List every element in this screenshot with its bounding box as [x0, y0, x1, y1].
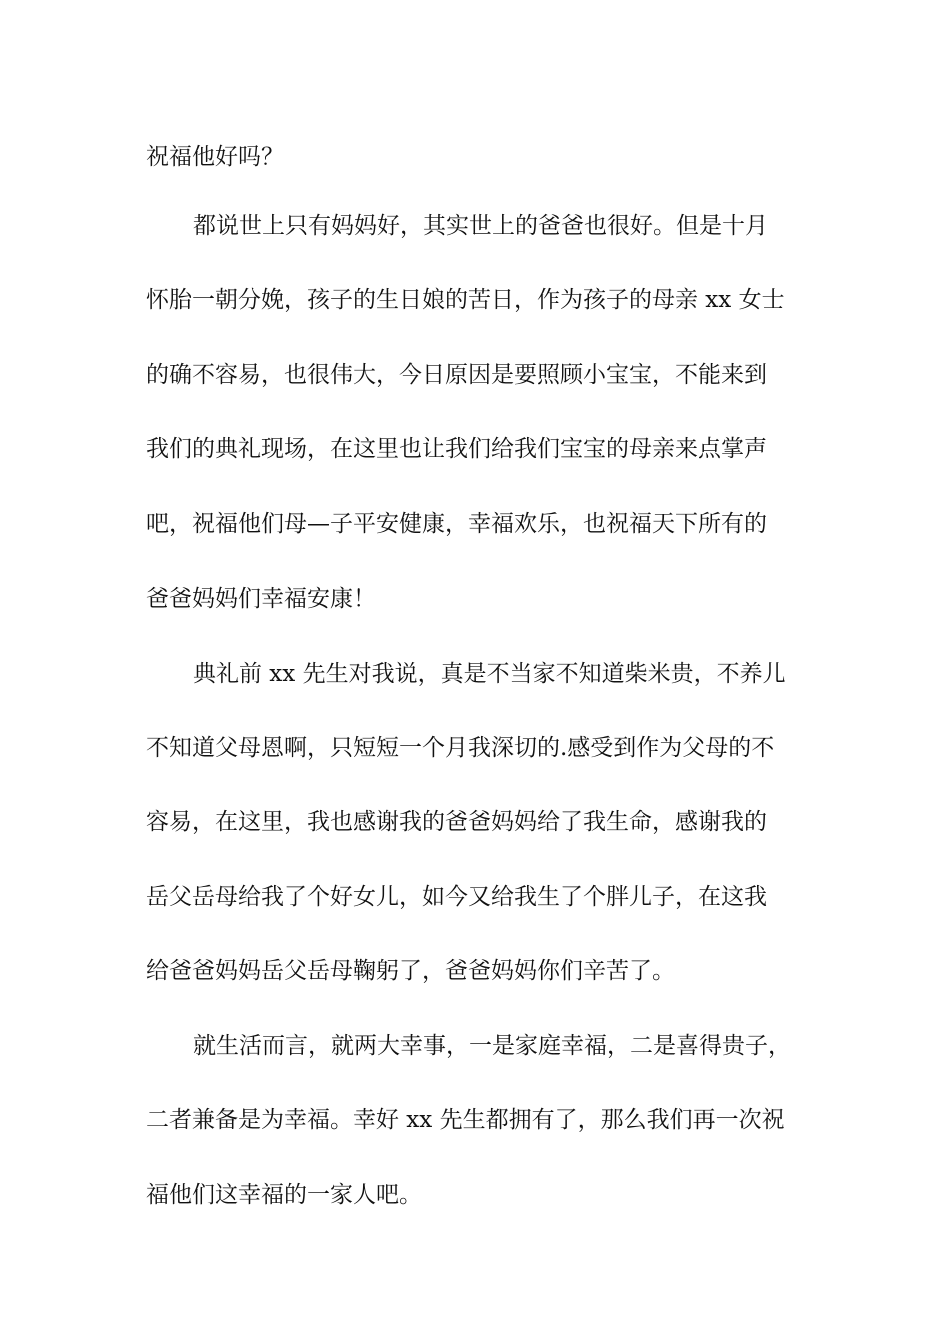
- text-line: 岳父岳母给我了个好女儿，如今又给我生了个胖儿子，在这我: [146, 884, 767, 910]
- text-line: 给爸爸妈妈岳父岳母鞠躬了，爸爸妈妈你们辛苦了。: [146, 958, 675, 984]
- text-line: 怀胎一朝分娩，孩子的生日娘的苦日，作为孩子的母亲 xx 女士: [146, 287, 785, 313]
- text-line: 容易，在这里，我也感谢我的爸爸妈妈给了我生命，感谢我的: [146, 809, 767, 835]
- text-line: 二者兼备是为幸福。幸好 xx 先生都拥有了，那么我们再一次祝: [146, 1107, 785, 1133]
- text-line: 祝福他好吗？: [146, 144, 284, 170]
- paragraph-first-line: 就生活而言，就两大幸事，一是家庭幸福，二是喜得贵子，: [193, 1033, 791, 1059]
- text-line: 的确不容易，也很伟大，今日原因是要照顾小宝宝，不能来到: [146, 362, 767, 388]
- text-line: 我们的典礼现场，在这里也让我们给我们宝宝的母亲来点掌声: [146, 436, 767, 462]
- text-line: 不知道父母恩啊，只短短一个月我深切的.感受到作为父母的不: [146, 735, 775, 761]
- text-line: 爸爸妈妈们幸福安康！: [146, 586, 376, 612]
- text-line: 吧，祝福他们母—子平安健康，幸福欢乐，也祝福天下所有的: [146, 511, 767, 537]
- text-line: 福他们这幸福的一家人吧。: [146, 1182, 422, 1208]
- paragraph-first-line: 都说世上只有妈妈好，其实世上的爸爸也很好。但是十月: [193, 213, 768, 239]
- paragraph-first-line: 典礼前 xx 先生对我说，真是不当家不知道柴米贵，不养儿: [193, 661, 786, 687]
